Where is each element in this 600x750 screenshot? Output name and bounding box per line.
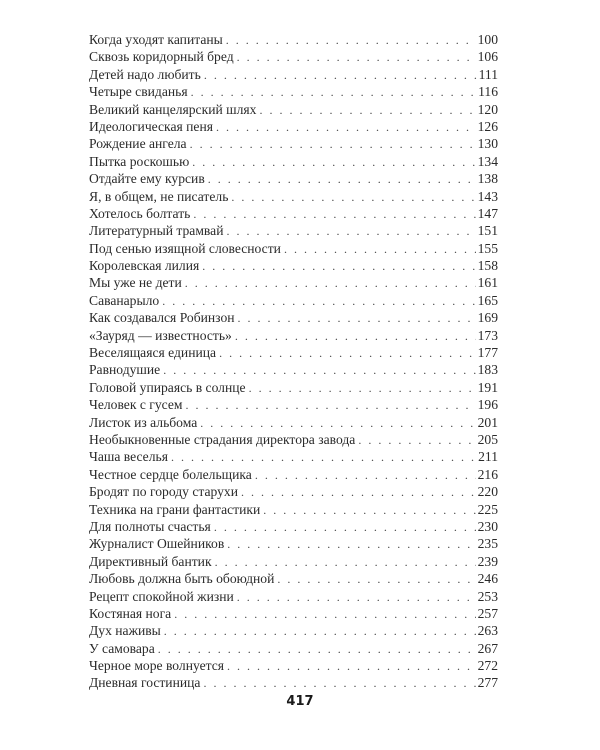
toc-entry: [89, 327, 498, 344]
toc-entry-page: 216: [477, 466, 498, 482]
dot-leader: [190, 136, 476, 153]
toc-entry: [89, 553, 498, 570]
dot-leader: [237, 589, 476, 606]
toc-entry-title: Пытка роскошью: [89, 153, 190, 169]
toc-entry: [89, 535, 498, 552]
toc-entry: [89, 483, 498, 500]
toc-entry-title: Любовь должна быть обоюдной: [89, 571, 275, 587]
toc-entry-page: 134: [477, 153, 498, 169]
toc-entry-title: Я, в общем, не писатель: [89, 188, 229, 204]
toc-entry: [89, 501, 498, 518]
toc-entry-title: Под сенью изящной словесности: [89, 240, 281, 256]
dot-leader: [235, 328, 476, 345]
dot-leader: [227, 658, 476, 675]
toc-entry: [89, 274, 498, 291]
dot-leader: [193, 206, 475, 223]
toc-entry-title: Великий канцелярский шлях: [89, 101, 257, 117]
dot-leader: [277, 571, 475, 588]
toc-entry-page: 277: [477, 675, 498, 691]
toc-entry-page: 201: [477, 414, 498, 430]
toc-entry: [89, 570, 498, 587]
dot-leader: [259, 102, 475, 119]
toc-entry-title: Честное сердце болельщика: [89, 466, 252, 482]
toc-entry-title: Детей надо любить: [89, 66, 201, 82]
toc-entry-page: 130: [477, 136, 498, 152]
toc-entry: [89, 344, 498, 361]
toc-entry-title: Рецепт спокойной жизни: [89, 588, 234, 604]
toc-entry-page: 138: [477, 171, 498, 187]
toc-entry: [89, 466, 498, 483]
toc-entry: [89, 188, 498, 205]
page-number: 417: [286, 694, 314, 709]
toc-entry-page: 155: [477, 240, 498, 256]
toc-entry: [89, 135, 498, 152]
toc-entry-page: 239: [477, 553, 498, 569]
dot-leader: [226, 32, 476, 49]
toc-entry-title: Бродят по городу старухи: [89, 484, 238, 500]
toc-entry-page: 106: [477, 49, 498, 65]
dot-leader: [202, 258, 475, 275]
toc-entry-title: Чаша веселья: [89, 449, 168, 465]
toc-entry-page: 111: [478, 66, 498, 82]
toc-entry-title: Головой упираясь в солнце: [89, 379, 246, 395]
toc-entry-page: 120: [477, 101, 498, 117]
dot-leader: [219, 345, 476, 362]
toc-entry: [89, 640, 498, 657]
toc-entry-page: 158: [477, 258, 498, 274]
toc-entry-title: Техника на грани фантастики: [89, 501, 261, 517]
toc-entry-title: Костяная нога: [89, 605, 172, 621]
toc-entry-title: Отдайте ему курсив: [89, 171, 205, 187]
dot-leader: [162, 293, 475, 310]
toc-entry: [89, 379, 498, 396]
toc-entry: [89, 101, 498, 118]
toc-entry-title: Веселящаяся единица: [89, 345, 217, 361]
toc-entry-title: У самовара: [89, 640, 155, 656]
toc-entry: [89, 414, 498, 431]
dot-leader: [255, 467, 476, 484]
toc-entry-title: Директивный бантик: [89, 553, 212, 569]
toc-entry-page: 246: [477, 571, 498, 587]
dot-leader: [226, 223, 475, 240]
toc-entry-title: Четыре свиданья: [89, 84, 188, 100]
toc-entry-title: Мы уже не дети: [89, 275, 182, 291]
dot-leader: [284, 241, 476, 258]
toc-entry-page: 100: [477, 32, 498, 47]
toc-entry: [89, 205, 498, 222]
toc-entry-page: 220: [477, 484, 498, 500]
toc-entry-page: 169: [477, 310, 498, 326]
toc-entry-page: 116: [478, 84, 498, 100]
toc-entry-page: 191: [477, 379, 498, 395]
dot-leader: [215, 554, 476, 571]
toc-entry-page: 173: [477, 327, 498, 343]
toc-entry-title: Литературный трамвай: [89, 223, 224, 239]
toc-entry-title: Идеологическая пеня: [89, 118, 213, 134]
dot-leader: [164, 623, 476, 640]
toc-entry: [89, 674, 498, 691]
toc-entry-page: 165: [477, 292, 498, 308]
toc-entry-title: Саванарыло: [89, 292, 160, 308]
dot-leader: [185, 275, 476, 292]
toc-entry-page: 143: [477, 188, 498, 204]
dot-leader: [263, 502, 475, 519]
toc-entry: [89, 240, 498, 257]
toc-entry-page: 126: [477, 118, 498, 134]
toc-entry: [89, 153, 498, 170]
dot-leader: [192, 154, 475, 171]
toc-entry: [89, 48, 498, 65]
toc-entry-page: 151: [477, 223, 498, 239]
toc-entry: [89, 83, 498, 100]
dot-leader: [231, 189, 475, 206]
toc-entry-page: 205: [477, 431, 498, 447]
toc-entry: [89, 222, 498, 239]
dot-leader: [163, 362, 475, 379]
toc-entry-title: Черное море волнуется: [89, 658, 225, 674]
toc-entry-page: 211: [478, 449, 498, 465]
toc-entry-page: 257: [477, 605, 498, 621]
toc-entry-title: Необыкновенные страдания директора завода: [89, 431, 356, 447]
dot-leader: [358, 432, 475, 449]
toc-entry-title: Человек с гусем: [89, 397, 183, 413]
dot-leader: [238, 310, 476, 327]
toc-entry: [89, 588, 498, 605]
toc-entry-page: 161: [477, 275, 498, 291]
toc-entry-page: 196: [477, 397, 498, 413]
toc-entry: [89, 118, 498, 135]
dot-leader: [214, 519, 476, 536]
toc-entry: [89, 361, 498, 378]
toc-entry-page: 272: [477, 658, 498, 674]
toc-entry-title: Когда уходят капитаны: [89, 32, 223, 47]
toc-entry: [89, 605, 498, 622]
dot-leader: [158, 641, 476, 658]
dot-leader: [241, 484, 476, 501]
dot-leader: [174, 606, 475, 623]
toc-entry: [89, 448, 498, 465]
toc-entry-title: Королевская лилия: [89, 258, 200, 274]
dot-leader: [208, 171, 476, 188]
toc-entry-title: Дневная гостиница: [89, 675, 201, 691]
toc-entry-page: 267: [477, 640, 498, 656]
dot-leader: [227, 536, 475, 553]
toc-entry: [89, 518, 498, 535]
toc-entry-title: «Зауряд — известность»: [89, 327, 232, 343]
toc-entry-page: 183: [477, 362, 498, 378]
toc-entry: [89, 622, 498, 639]
table-of-contents: [89, 31, 498, 692]
toc-entry-title: Хотелось болтать: [89, 205, 191, 221]
dot-leader: [191, 84, 477, 101]
toc-entry: [89, 257, 498, 274]
toc-entry-page: 230: [477, 518, 498, 534]
dot-leader: [200, 415, 475, 432]
toc-entry: [89, 292, 498, 309]
toc-entry-title: Равнодушие: [89, 362, 161, 378]
toc-entry-title: Для полноты счастья: [89, 518, 211, 534]
dot-leader: [185, 397, 475, 414]
toc-entry-title: Журналист Ошейников: [89, 536, 225, 552]
toc-entry: [89, 170, 498, 187]
toc-entry: [89, 309, 498, 326]
toc-entry-page: 263: [477, 623, 498, 639]
toc-entry-page: 225: [477, 501, 498, 517]
toc-entry: [89, 66, 498, 83]
toc-entry: [89, 657, 498, 674]
toc-entry-page: 177: [477, 345, 498, 361]
dot-leader: [216, 119, 476, 136]
toc-entry-title: Рождение ангела: [89, 136, 187, 152]
dot-leader: [249, 380, 476, 397]
dot-leader: [204, 67, 477, 84]
toc-entry: [89, 396, 498, 413]
dot-leader: [203, 675, 475, 692]
toc-entry-title: Сквозь коридорный бред: [89, 49, 234, 65]
toc-entry: [89, 31, 498, 48]
toc-entry: [89, 431, 498, 448]
toc-entry-title: Дух наживы: [89, 623, 161, 639]
toc-entry-title: Листок из альбома: [89, 414, 198, 430]
toc-entry-page: 147: [477, 205, 498, 221]
toc-entry-page: 253: [477, 588, 498, 604]
toc-entry-page: 235: [477, 536, 498, 552]
toc-entry-title: Как создавался Робинзон: [89, 310, 235, 326]
dot-leader: [171, 449, 476, 466]
dot-leader: [237, 49, 476, 66]
